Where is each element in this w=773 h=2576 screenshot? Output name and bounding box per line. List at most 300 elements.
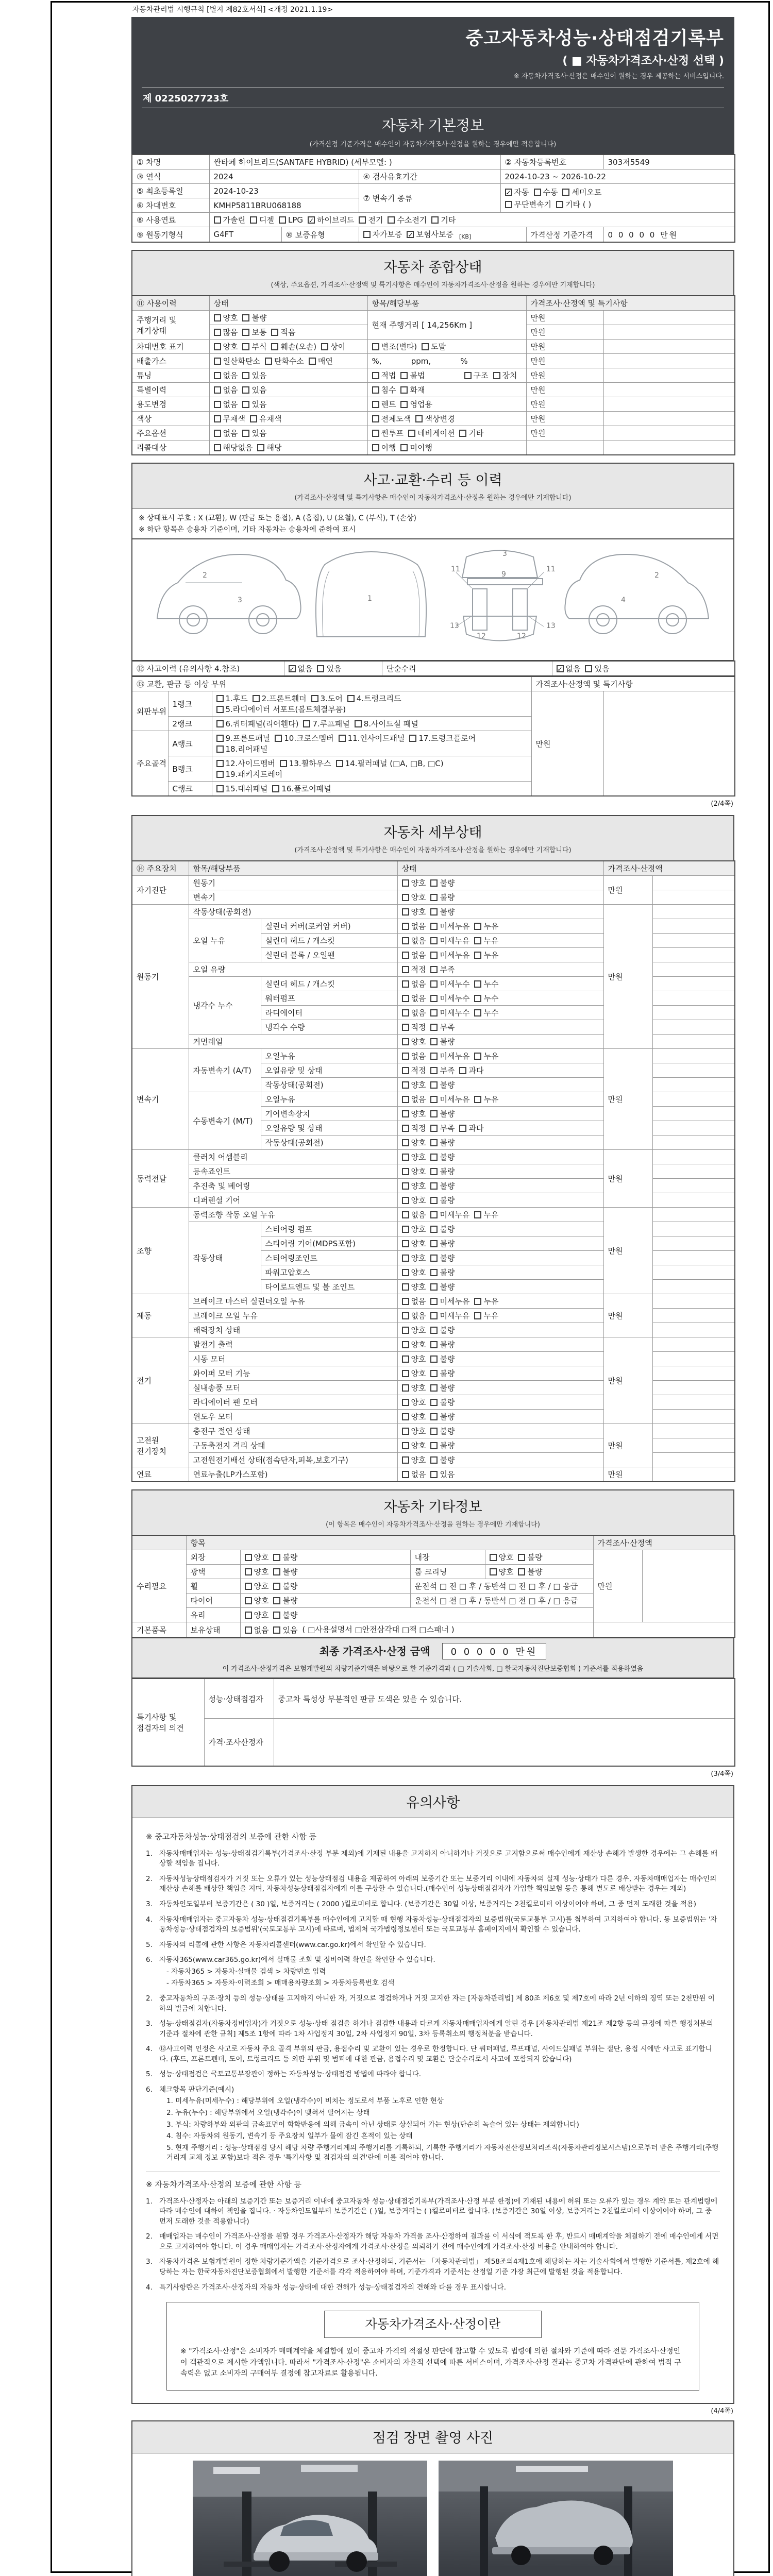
checkbox[interactable] xyxy=(430,1382,455,1393)
checkbox[interactable] xyxy=(415,413,455,424)
checkbox[interactable] xyxy=(308,214,354,225)
checkbox-box[interactable] xyxy=(317,665,324,672)
checkbox[interactable] xyxy=(474,1007,498,1018)
checkbox-box[interactable] xyxy=(402,1413,409,1420)
checkbox[interactable] xyxy=(279,215,303,225)
checkbox-box[interactable] xyxy=(402,1226,409,1233)
checkbox-box[interactable] xyxy=(490,1568,497,1575)
checkbox-box[interactable] xyxy=(402,923,409,930)
checkbox-box[interactable] xyxy=(214,372,221,379)
checkbox[interactable] xyxy=(402,1296,426,1307)
checkbox[interactable] xyxy=(347,693,401,704)
checkbox-box[interactable] xyxy=(430,879,438,887)
checkbox[interactable] xyxy=(216,733,271,743)
checkbox[interactable] xyxy=(214,428,238,438)
checkbox[interactable] xyxy=(271,341,316,352)
checkbox[interactable] xyxy=(430,1180,455,1191)
checkbox-box[interactable] xyxy=(402,1197,409,1204)
checkbox-box[interactable] xyxy=(459,1067,466,1074)
checkbox[interactable] xyxy=(242,384,266,395)
checkbox[interactable] xyxy=(402,877,426,888)
checkbox[interactable] xyxy=(311,693,343,704)
checkbox-box[interactable] xyxy=(518,1554,525,1561)
checkbox-box[interactable] xyxy=(372,386,379,394)
checkbox[interactable] xyxy=(359,214,383,225)
checkbox[interactable] xyxy=(430,1238,455,1249)
checkbox-box[interactable] xyxy=(253,695,260,702)
checkbox-box[interactable] xyxy=(430,1009,438,1016)
checkbox-box[interactable] xyxy=(474,1211,481,1218)
checkbox-box[interactable] xyxy=(273,1554,280,1561)
checkbox-box[interactable] xyxy=(430,1255,438,1262)
checkbox-box[interactable] xyxy=(273,1626,280,1634)
checkbox[interactable] xyxy=(317,663,341,674)
checkbox[interactable] xyxy=(309,355,333,366)
checkbox-box[interactable] xyxy=(430,1226,438,1233)
checkbox[interactable] xyxy=(430,1426,455,1436)
checkbox-box[interactable] xyxy=(214,216,221,224)
checkbox[interactable] xyxy=(402,993,426,1004)
checkbox-box[interactable] xyxy=(430,1154,438,1161)
checkbox[interactable] xyxy=(474,1296,498,1307)
checkbox[interactable] xyxy=(257,442,281,453)
checkbox[interactable] xyxy=(430,1454,455,1465)
checkbox-box[interactable] xyxy=(279,216,286,224)
checkbox[interactable] xyxy=(242,399,266,410)
checkbox-box[interactable] xyxy=(245,1568,252,1575)
checkbox[interactable] xyxy=(400,384,425,395)
checkbox[interactable] xyxy=(402,1426,426,1436)
checkbox-box[interactable]: ✓ xyxy=(289,665,295,673)
checkbox-box[interactable] xyxy=(430,1067,438,1074)
checkbox-box[interactable] xyxy=(402,1355,409,1363)
checkbox[interactable] xyxy=(430,1339,455,1350)
checkbox[interactable] xyxy=(430,1065,455,1076)
checkbox[interactable] xyxy=(474,1094,498,1105)
checkbox-box[interactable] xyxy=(430,995,438,1002)
checkbox-box[interactable] xyxy=(402,1298,409,1305)
checkbox-box[interactable] xyxy=(245,1612,252,1619)
checkbox-box[interactable] xyxy=(556,201,563,208)
checkbox[interactable] xyxy=(402,1454,426,1465)
checkbox-box[interactable] xyxy=(402,1370,409,1377)
checkbox[interactable] xyxy=(402,1339,426,1350)
checkbox-box[interactable] xyxy=(518,1568,525,1575)
checkbox-box[interactable] xyxy=(402,1168,409,1175)
checkbox-box[interactable] xyxy=(402,966,409,973)
checkbox[interactable] xyxy=(474,978,498,989)
checkbox-box[interactable] xyxy=(474,995,481,1002)
checkbox[interactable] xyxy=(474,1050,498,1061)
checkbox[interactable] xyxy=(430,1036,455,1047)
checkbox[interactable] xyxy=(214,399,238,410)
checkbox[interactable] xyxy=(430,1440,455,1451)
checkbox-box[interactable] xyxy=(474,1009,481,1016)
checkbox[interactable] xyxy=(321,341,345,352)
checkbox[interactable] xyxy=(402,1325,426,1335)
checkbox-box[interactable] xyxy=(250,216,257,224)
checkbox-box[interactable] xyxy=(402,1009,409,1016)
checkbox-box[interactable] xyxy=(214,343,221,350)
checkbox-box[interactable] xyxy=(430,908,438,916)
checkbox[interactable] xyxy=(430,1397,455,1408)
checkbox[interactable] xyxy=(430,1368,455,1379)
checkbox[interactable] xyxy=(245,1595,269,1606)
checkbox-box[interactable] xyxy=(273,1597,280,1604)
checkbox-box[interactable] xyxy=(245,1554,252,1561)
checkbox[interactable] xyxy=(372,442,396,453)
checkbox-box[interactable] xyxy=(359,216,366,224)
checkbox-box[interactable] xyxy=(402,1471,409,1478)
checkbox-box[interactable] xyxy=(242,430,249,437)
checkbox[interactable] xyxy=(216,718,299,729)
checkbox-box[interactable]: ✓ xyxy=(557,665,563,673)
checkbox-box[interactable] xyxy=(402,1125,409,1132)
checkbox-box[interactable] xyxy=(355,720,362,727)
checkbox-box[interactable] xyxy=(311,695,318,702)
checkbox-box[interactable] xyxy=(474,1312,481,1319)
checkbox-box[interactable] xyxy=(490,1554,497,1561)
checkbox-box[interactable] xyxy=(402,1081,409,1089)
checkbox-box[interactable] xyxy=(415,415,423,422)
checkbox[interactable] xyxy=(273,1581,297,1591)
checkbox[interactable] xyxy=(402,892,426,903)
checkbox-box[interactable] xyxy=(408,430,415,437)
checkbox-box[interactable] xyxy=(402,1110,409,1117)
checkbox[interactable] xyxy=(402,1440,426,1451)
checkbox[interactable] xyxy=(402,1166,426,1177)
checkbox-box[interactable] xyxy=(402,908,409,916)
checkbox[interactable] xyxy=(430,978,469,989)
checkbox-box[interactable] xyxy=(430,1096,438,1103)
checkbox-box[interactable] xyxy=(402,1456,409,1464)
checkbox-box[interactable] xyxy=(388,216,395,224)
checkbox[interactable] xyxy=(273,1624,297,1635)
checkbox-box[interactable] xyxy=(459,430,466,437)
checkbox[interactable] xyxy=(214,442,253,453)
checkbox-box[interactable] xyxy=(372,401,379,408)
checkbox[interactable] xyxy=(273,1609,297,1620)
checkbox-box[interactable] xyxy=(402,894,409,901)
checkbox[interactable] xyxy=(474,921,498,931)
checkbox[interactable] xyxy=(430,1137,455,1148)
checkbox[interactable] xyxy=(402,1310,426,1321)
checkbox[interactable] xyxy=(402,906,426,917)
checkbox-box[interactable] xyxy=(474,923,481,930)
checkbox-box[interactable] xyxy=(430,1182,438,1190)
checkbox[interactable] xyxy=(430,1252,455,1263)
checkbox[interactable] xyxy=(242,312,266,323)
checkbox-box[interactable] xyxy=(430,1269,438,1276)
checkbox[interactable] xyxy=(518,1566,542,1577)
checkbox-box[interactable] xyxy=(430,1471,438,1478)
checkbox-box[interactable] xyxy=(321,343,328,350)
checkbox[interactable] xyxy=(216,743,268,754)
checkbox[interactable] xyxy=(474,1209,498,1220)
checkbox[interactable] xyxy=(271,327,295,337)
checkbox-box[interactable] xyxy=(430,1399,438,1406)
checkbox[interactable] xyxy=(490,1552,514,1563)
checkbox-box[interactable] xyxy=(430,894,438,901)
checkbox[interactable] xyxy=(422,341,446,352)
checkbox-box[interactable] xyxy=(216,695,224,702)
checkbox[interactable] xyxy=(280,758,331,769)
checkbox[interactable] xyxy=(242,370,266,381)
checkbox-box[interactable] xyxy=(430,1211,438,1218)
checkbox-box[interactable] xyxy=(422,343,429,350)
checkbox[interactable] xyxy=(372,341,417,352)
checkbox-box[interactable] xyxy=(402,1182,409,1190)
checkbox-box[interactable] xyxy=(272,785,279,792)
checkbox-box[interactable] xyxy=(214,444,221,451)
checkbox[interactable] xyxy=(430,1267,455,1278)
checkbox[interactable] xyxy=(402,1238,426,1249)
checkbox-box[interactable] xyxy=(430,923,438,930)
checkbox[interactable] xyxy=(216,758,275,769)
checkbox[interactable] xyxy=(372,413,411,424)
checkbox-box[interactable] xyxy=(339,735,346,742)
checkbox[interactable] xyxy=(431,214,456,225)
checkbox[interactable] xyxy=(518,1552,542,1563)
checkbox-box[interactable] xyxy=(372,343,379,350)
checkbox-box[interactable] xyxy=(271,343,278,350)
checkbox-box[interactable] xyxy=(562,189,569,196)
checkbox[interactable] xyxy=(490,1566,514,1577)
checkbox[interactable] xyxy=(430,993,469,1004)
checkbox[interactable] xyxy=(464,370,489,381)
checkbox[interactable] xyxy=(303,718,349,729)
checkbox-box[interactable] xyxy=(402,1327,409,1334)
checkbox-box[interactable] xyxy=(214,329,221,336)
checkbox[interactable] xyxy=(534,187,558,197)
checkbox[interactable] xyxy=(214,214,245,225)
checkbox[interactable] xyxy=(339,733,405,743)
checkbox[interactable] xyxy=(402,1065,426,1076)
checkbox-box[interactable] xyxy=(430,1298,438,1305)
checkbox[interactable] xyxy=(372,370,396,381)
checkbox[interactable] xyxy=(430,1224,455,1234)
checkbox[interactable] xyxy=(430,1353,455,1364)
checkbox-box[interactable] xyxy=(505,201,512,208)
checkbox[interactable] xyxy=(402,1195,426,1206)
checkbox[interactable] xyxy=(474,950,498,960)
checkbox[interactable] xyxy=(402,1209,426,1220)
checkbox[interactable] xyxy=(430,1007,469,1018)
checkbox-box[interactable] xyxy=(430,1110,438,1117)
checkbox-box[interactable] xyxy=(402,1399,409,1406)
checkbox[interactable] xyxy=(430,1123,455,1133)
checkbox[interactable] xyxy=(216,769,283,779)
checkbox-box[interactable] xyxy=(402,1384,409,1392)
checkbox-box[interactable] xyxy=(275,735,282,742)
checkbox-box[interactable] xyxy=(430,1413,438,1420)
checkbox-box[interactable] xyxy=(273,1612,280,1619)
checkbox-box[interactable] xyxy=(280,760,287,767)
checkbox[interactable] xyxy=(400,399,432,410)
checkbox[interactable] xyxy=(214,312,238,323)
checkbox[interactable] xyxy=(216,693,248,704)
checkbox[interactable] xyxy=(402,1224,426,1234)
checkbox-box[interactable] xyxy=(216,760,224,767)
checkbox-box[interactable] xyxy=(430,937,438,944)
checkbox[interactable] xyxy=(402,1469,426,1480)
checkbox-box[interactable] xyxy=(493,372,500,379)
checkbox-box[interactable] xyxy=(245,1626,252,1634)
checkbox-box[interactable] xyxy=(214,401,221,408)
checkbox-box[interactable] xyxy=(257,444,264,451)
checkbox[interactable] xyxy=(400,442,432,453)
checkbox[interactable] xyxy=(505,187,529,197)
checkbox-box[interactable] xyxy=(474,937,481,944)
checkbox[interactable] xyxy=(242,327,266,337)
checkbox[interactable] xyxy=(402,1050,426,1061)
checkbox[interactable] xyxy=(409,733,476,743)
checkbox-box[interactable] xyxy=(430,1024,438,1031)
checkbox-box[interactable] xyxy=(430,1312,438,1319)
checkbox[interactable] xyxy=(402,1180,426,1191)
checkbox[interactable] xyxy=(474,935,498,946)
checkbox-box[interactable] xyxy=(372,372,379,379)
checkbox-box[interactable] xyxy=(534,189,541,196)
checkbox[interactable] xyxy=(245,1552,269,1563)
checkbox[interactable] xyxy=(430,1050,469,1061)
checkbox-box[interactable] xyxy=(402,1024,409,1031)
checkbox[interactable] xyxy=(214,384,238,395)
checkbox[interactable] xyxy=(245,1566,269,1577)
checkbox-box[interactable] xyxy=(474,1096,481,1103)
checkbox[interactable] xyxy=(273,1552,297,1563)
checkbox[interactable] xyxy=(216,783,268,794)
checkbox-box[interactable] xyxy=(242,343,249,350)
checkbox[interactable] xyxy=(372,384,396,395)
checkbox[interactable] xyxy=(214,370,238,381)
checkbox[interactable] xyxy=(493,370,517,381)
checkbox-box[interactable] xyxy=(402,1053,409,1060)
checkbox-box[interactable] xyxy=(214,358,221,365)
checkbox[interactable] xyxy=(430,1151,455,1162)
checkbox[interactable] xyxy=(402,1397,426,1408)
checkbox-box[interactable] xyxy=(309,358,316,365)
checkbox-box[interactable] xyxy=(402,1341,409,1348)
checkbox-box[interactable] xyxy=(242,372,249,379)
checkbox-box[interactable] xyxy=(372,415,379,422)
checkbox-box[interactable] xyxy=(216,735,224,742)
checkbox-box[interactable] xyxy=(430,1197,438,1204)
checkbox[interactable] xyxy=(265,355,304,366)
checkbox[interactable] xyxy=(400,370,425,381)
checkbox-box[interactable] xyxy=(430,1370,438,1377)
checkbox[interactable] xyxy=(402,1411,426,1422)
checkbox[interactable] xyxy=(402,1368,426,1379)
checkbox-box[interactable] xyxy=(430,1428,438,1435)
checkbox[interactable] xyxy=(242,428,266,438)
checkbox-box[interactable] xyxy=(402,995,409,1002)
checkbox-box[interactable] xyxy=(273,1583,280,1590)
checkbox-box[interactable] xyxy=(400,372,408,379)
checkbox[interactable] xyxy=(430,892,455,903)
checkbox[interactable] xyxy=(430,1281,455,1292)
checkbox-box[interactable] xyxy=(214,314,221,321)
checkbox[interactable] xyxy=(430,1108,455,1119)
checkbox[interactable] xyxy=(214,327,238,337)
checkbox-box[interactable] xyxy=(430,1081,438,1089)
checkbox[interactable] xyxy=(273,1595,297,1606)
checkbox-box[interactable] xyxy=(402,1211,409,1218)
checkbox[interactable] xyxy=(402,1094,426,1105)
checkbox-box[interactable] xyxy=(402,937,409,944)
checkbox[interactable] xyxy=(355,718,418,729)
checkbox-box[interactable] xyxy=(402,1096,409,1103)
checkbox[interactable] xyxy=(402,964,426,975)
checkbox-box[interactable]: ✓ xyxy=(309,216,314,224)
checkbox-box[interactable] xyxy=(430,966,438,973)
checkbox-box[interactable] xyxy=(430,1456,438,1464)
checkbox[interactable] xyxy=(402,1281,426,1292)
checkbox-box[interactable] xyxy=(242,401,249,408)
checkbox[interactable] xyxy=(253,693,307,704)
checkbox-box[interactable] xyxy=(402,1312,409,1319)
checkbox-box[interactable] xyxy=(242,386,249,394)
checkbox-box[interactable] xyxy=(430,1442,438,1449)
checkbox-box[interactable] xyxy=(402,1428,409,1435)
checkbox[interactable] xyxy=(430,921,469,931)
checkbox-box[interactable] xyxy=(430,1327,438,1334)
checkbox[interactable] xyxy=(402,1079,426,1090)
checkbox-box[interactable] xyxy=(430,1139,438,1146)
checkbox[interactable] xyxy=(402,1022,426,1032)
checkbox-box[interactable] xyxy=(402,980,409,988)
checkbox-box[interactable] xyxy=(402,1283,409,1291)
checkbox[interactable] xyxy=(372,399,396,410)
checkbox-box[interactable] xyxy=(430,1125,438,1132)
checkbox[interactable] xyxy=(402,1007,426,1018)
checkbox[interactable] xyxy=(245,1581,269,1591)
checkbox-box[interactable] xyxy=(336,760,343,767)
checkbox-box[interactable] xyxy=(216,706,224,713)
checkbox-box[interactable] xyxy=(402,952,409,959)
checkbox[interactable] xyxy=(430,906,455,917)
checkbox[interactable] xyxy=(459,428,483,438)
checkbox[interactable] xyxy=(430,1296,469,1307)
checkbox-box[interactable] xyxy=(363,231,371,238)
checkbox-box[interactable] xyxy=(400,386,408,394)
checkbox[interactable] xyxy=(363,229,402,240)
checkbox-box[interactable] xyxy=(242,329,249,336)
checkbox[interactable] xyxy=(214,413,245,424)
checkbox-box[interactable] xyxy=(303,720,310,727)
checkbox[interactable] xyxy=(430,1094,469,1105)
checkbox[interactable] xyxy=(430,1209,469,1220)
checkbox[interactable] xyxy=(459,1065,483,1076)
checkbox[interactable] xyxy=(402,1353,426,1364)
checkbox-box[interactable] xyxy=(430,1341,438,1348)
checkbox[interactable] xyxy=(585,663,609,674)
checkbox[interactable] xyxy=(430,935,469,946)
checkbox-box[interactable] xyxy=(430,1283,438,1291)
checkbox-box[interactable] xyxy=(402,1240,409,1247)
checkbox[interactable] xyxy=(562,187,601,197)
checkbox[interactable] xyxy=(556,199,591,210)
checkbox[interactable] xyxy=(402,1036,426,1047)
checkbox-box[interactable] xyxy=(474,980,481,988)
checkbox-box[interactable] xyxy=(245,1597,252,1604)
checkbox[interactable] xyxy=(273,1566,297,1577)
checkbox-box[interactable] xyxy=(402,1067,409,1074)
checkbox-box[interactable] xyxy=(402,879,409,887)
checkbox-box[interactable] xyxy=(400,444,408,451)
checkbox[interactable] xyxy=(430,877,455,888)
checkbox-box[interactable]: ✓ xyxy=(408,231,413,239)
